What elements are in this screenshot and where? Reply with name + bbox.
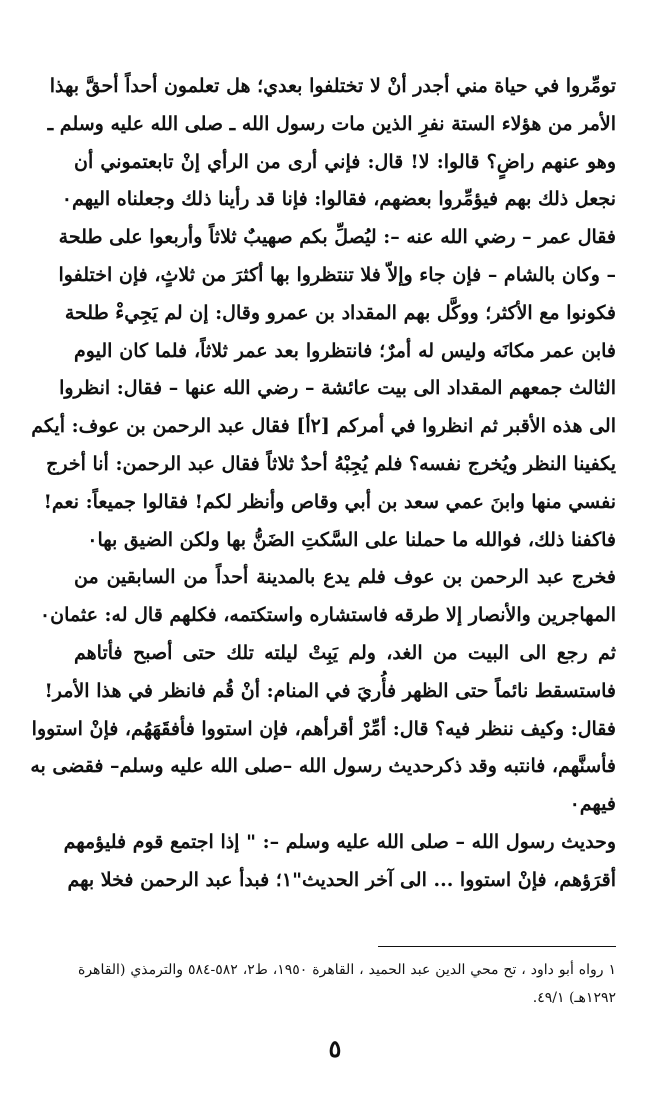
text-line: يكفينا النظر ويُخرج نفسه؟ فلم يُجِبْهُ أحدٌ ثلاثاً فقال عبد الرحمن: أنا أخرج (46, 452, 616, 475)
text-line: ثم رجع الى البيت من الغد، ولم يَبِتْ ليلته تلك حتى أصبح فأتاهم (74, 641, 616, 664)
text-line: فقال عمر – رضي الله عنه –: ليُصلِّ بكم صهيبٌ ثلاثاً وأربعوا على طلحة (58, 226, 616, 249)
page-number: ٥ (328, 1034, 342, 1063)
text-line: فاستسقط نائماً حتى الظهر فأُريَ في المنام: أنْ قُم فانظر في هذا الأمر! (44, 679, 616, 702)
text-line: وحديث رسول الله – صلى الله عليه وسلم –: " إذا اجتمع قوم فليؤمهم (63, 830, 616, 853)
text-line: فيهم٠ (569, 793, 616, 816)
text-line: نجعل ذلك بهم فيؤمِّروا بعضهم، فقالوا: فإنا قد رأينا ذلك وجعلناه اليهم٠ (61, 188, 616, 211)
text-line: وهو عنهم راضٍ؟ قالوا: لا! قال: فإني أرى من الرأي إنْ تابعتموني أن (74, 150, 616, 173)
text-line: نفسي منها وابنَ عمي سعد بن أبي وقاص وأنظر لكم! فقالوا جميعاً: نعم! (43, 490, 616, 513)
footnote-line: ١ رواه أبو داود ، تح محي الدين عبد الحميد ، القاهرة ١٩٥٠، ط٢، ٥٨٢-٥٨٤ والترمذي (القاهرة (78, 962, 617, 978)
text-line: فكونوا مع الأكثر؛ ووكَّل بهم المقداد بن عمرو وقال: إن لم يَجِيءْ طلحة (64, 301, 616, 324)
text-line: أقرَؤهم، فإنْ استووا ... الى آخر الحديث"١؛ فبدأ عبد الرحمن فخلا بهم (67, 868, 616, 891)
text-line: فأسنَّهم، فانتبه وقد ذكرحديث رسول الله –صلى الله عليه وسلم– فقضى به (30, 755, 616, 778)
footnote (78, 956, 616, 1012)
text-line: الثالث جمعهم المقداد الى بيت عائشة – رضي الله عنها – فقال: انظروا (59, 377, 616, 400)
text-line: فاكفنا ذلك، فوالله ما حملنا على السَّكتِ الضَنُّ بها ولكن الضيق بها٠ (87, 528, 616, 551)
text-line: فقال: وكيف ننظر فيه؟ قال: أمِّرْ أقرأهم، فإن استووا فأفقَهَهُم، فإنْ استووا (31, 717, 616, 740)
footnote-divider (378, 946, 616, 947)
text-line: المهاجرين والأنصار إلا طرقه فاستشاره واستكتمه، فكلهم قال له: عثمان٠ (39, 604, 616, 627)
text-line: فابن عمر مكانَه وليس له أمرٌ؛ فانتظروا بعد عمر ثلاثاً، فلما كان اليوم (74, 339, 616, 362)
text-line: الأمر من هؤلاء الستة نفرِ الذين مات رسول الله ـ صلى الله عليه وسلم ـ (47, 112, 616, 135)
text-line: تومِّروا في حياة مني أجدر أنْ لا تختلفوا بعدي؛ هل تعلمون أحداً أحقَّ بهذا (49, 75, 616, 97)
text-line: – وكان بالشام – فإن جاء وإلاّ فلا تنتظروا بها أكثرَ من ثلاثٍ، فإن اختلفوا (58, 263, 616, 286)
main-text (30, 68, 616, 900)
text-line: فخرج عبد الرحمن بن عوف فلم يدع بالمدينة أحداً من السابقين من (74, 566, 616, 589)
footnote-line: ١٢٩٢هـ) ٤٩/١. (532, 990, 616, 1006)
text-line: الى هذه الأقبر ثم انظروا في أمركم [٢أ] فقال عبد الرحمن بن عوف: أيكم (31, 415, 616, 438)
